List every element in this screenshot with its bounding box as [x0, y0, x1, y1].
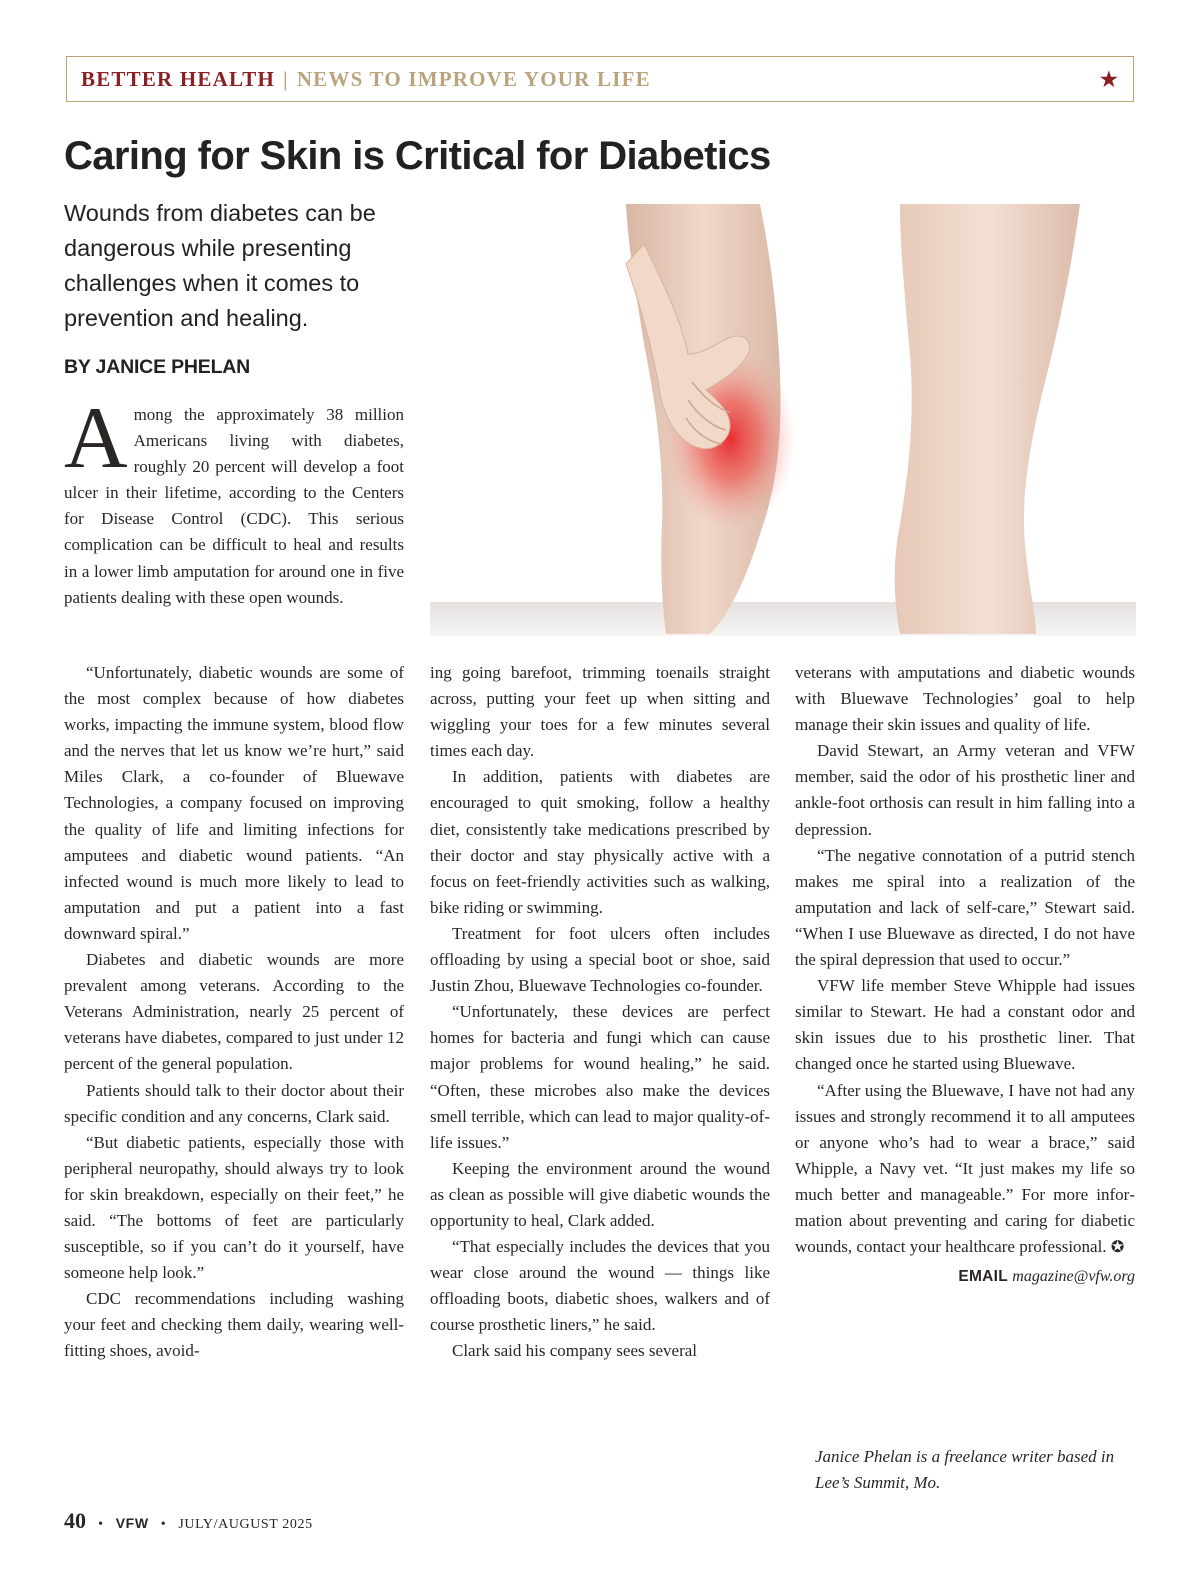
star-icon: ★ [1099, 68, 1119, 91]
drop-cap: A [64, 390, 128, 487]
section-header [66, 56, 1134, 102]
article-lead-column [64, 390, 404, 611]
email-link[interactable]: magazine@vfw.org [1012, 1268, 1135, 1286]
paragraph: David Stewart, an Army veteran and VFW member, said the odor of his prosthetic liner and ankle-foot orthosis can result in him falling into a depression. [795, 741, 1135, 839]
email-line [795, 1263, 1135, 1290]
article-column-2 [430, 660, 770, 1365]
lead-text: mong the approximately 38 million Americans living with diabetes, roughly 20 percent will develop a foot ulcer in their lifetime, according to the Centers for Disease Control (CDC). This serious complication can be difficult to heal and results in a lower limb amputation for around one in five patients dealing with these open wounds. [64, 405, 404, 607]
paragraph-continued: ing going barefoot, trimming toenails straight across, putting your feet up when sitting and wiggling your toes for a few minutes several times each day. [430, 663, 770, 761]
page-number: 40 [64, 1508, 86, 1533]
lead-paragraph [64, 390, 404, 611]
issue-date: JULY/AUGUST 2025 [178, 1517, 313, 1532]
article-headline: Caring for Skin is Critical for Diabetics [64, 134, 771, 178]
paragraph-continued: veterans with amputations and diabetic wounds with Bluewave Technologies’ goal to help manage their skin issues and quality of life. [795, 663, 1135, 735]
article-subhead: Wounds from diabetes can be dangerous while presenting challenges when it comes to prevention and healing. [64, 200, 376, 331]
article-column-3 [795, 660, 1135, 1290]
end-mark-icon: ✪ [1110, 1239, 1125, 1257]
paragraph: Patients should talk to their doctor about their specific condition and any concerns, Clark said. [64, 1080, 404, 1126]
section-name: BETTER HEALTH [81, 66, 275, 91]
paragraph: “The negative connotation of a putrid stench makes me spiral into a realization of the amputation and lack of self-care,” Stewart said. “When I use Bluewave as directed, I do not have the spiral depression that used to occur.” [795, 845, 1135, 970]
article-column-1 [64, 660, 404, 1365]
paragraph: Treatment for foot ulcers often includes offloading by using a special boot or shoe, said Justin Zhou, Bluewave Technologies co-founder. [430, 923, 770, 996]
footer-dot: • [98, 1517, 104, 1532]
paragraph: “Unfortunately, diabetic wounds are some of the most complex because of how diabetes works, impacting the immune system, blood flow and the nerves that let us know we’re hurt,” said Miles Clark, a co-founder of Bluewave Technologies, a company focused on improving the quality of life and limiting infections for amputees and diabetic wound patients. “An infected wound is much more likely to lead to amputation and put a patient into a fast downward spiral.” [64, 663, 404, 943]
author-bio: Janice Phelan is a freelance writer based in Lee’s Summit, Mo. [815, 1447, 1115, 1492]
paragraph: Keeping the environment around the wound as clean as possible will give diabetic wounds the opportunity to heal, Clark added. [430, 1158, 770, 1230]
paragraph: Diabetes and diabetic wounds are more prevalent among veterans. According to the Veterans Administration, nearly 25 percent of veterans have diabetes, compared to just under 12 percent of the general population. [64, 950, 404, 1074]
page-footer [64, 1508, 313, 1534]
feet-heel-pain-photo [430, 204, 1136, 636]
email-label: EMAIL [958, 1268, 1009, 1286]
magazine-name: VFW [115, 1515, 149, 1531]
paragraph: Clark said his company sees several [452, 1341, 698, 1361]
paragraph: CDC recommendations including washing your feet and checking them daily, wearing well-fitting shoes, avoid- [64, 1289, 404, 1361]
paragraph: VFW life member Steve Whipple had issues similar to Stewart. He had a constant odor and skin issues due to his prosthetic liner. That changed once he started using Bluewave. [795, 976, 1135, 1074]
paragraph: In addition, patients with diabetes are encouraged to quit smoking, follow a healthy diet, consistently take medications prescribed by their doctor and stay physically active with a focus on feet-friendly activities such as walking, bike riding or swimming. [430, 767, 770, 917]
paragraph: “That especially includes the devices that you wear close around the wound — things like offloading boots, diabetic shoes, walkers and of course prosthetic liners,” he said. [430, 1237, 770, 1335]
footer-dot: • [160, 1517, 167, 1532]
section-tagline: NEWS TO IMPROVE YOUR LIFE [296, 66, 651, 91]
paragraph-final [795, 1078, 1135, 1262]
header-separator: | [282, 66, 289, 91]
paragraph: “But diabetic patients, especially those with peripheral neuropathy, should always try to look for skin breakdown, especially on their feet,” he said. “The bottoms of feet are particularly susceptible, so if you can’t do it yourself, have someone help look.” [64, 1132, 404, 1283]
final-text: “After using the Bluewave, I have not had any issues and strongly recommend it to all amputees or anyone who’s had to wear a brace,” said Whipple, a Navy vet. “It just makes my life so much better and manageable.” For more information about preventing and caring for diabetic wounds, contact your healthcare professional. [795, 1080, 1135, 1257]
paragraph: “Unfortunately, these devices are perfect homes for bacteria and fungi which can cause major problems for wound healing,” he said. “Often, these microbes also make the devices smell terrible, which can lead to major quality-of-life issues.” [430, 1002, 770, 1152]
article-byline: BY JANICE PHELAN [64, 356, 251, 378]
